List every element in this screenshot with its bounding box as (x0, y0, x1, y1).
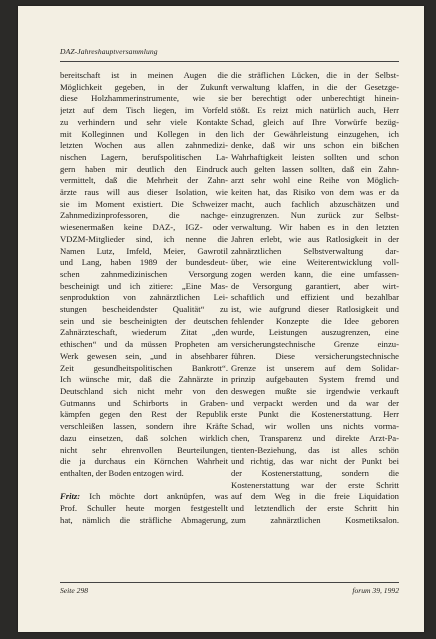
text-line: Kostenerstattung war der erste Schritt (231, 479, 399, 490)
text-line: Jahren erlebt, wie aus Ratlosigkeit in der (231, 233, 399, 244)
text-line: deswegen mußte sie irgendwie verkauft (231, 385, 399, 396)
right-column (231, 70, 399, 526)
text-line: und richtig, das war nicht der Punkt bei (231, 456, 399, 467)
text-line: die sträflichen Lücken, die in der Selbst- (231, 70, 399, 80)
text-line: chen, Transparenz und direkte Arzt-Pa- (231, 432, 399, 443)
footer-rule (60, 582, 399, 583)
paragraph (60, 491, 228, 526)
text-line: schen zahnmedizinischen Versorgung (60, 268, 228, 279)
text-line: Werk gewesen sein, „und in absehbarer (60, 350, 228, 361)
running-head: DAZ-Jahreshauptversammlung (60, 47, 158, 56)
text-line: wiesenermaßen keine DAZ-, IGZ- oder (60, 222, 228, 233)
text-line: stungen bescheidendster Qualität“ zu (60, 304, 228, 315)
text-line: Grenze ist unserem auf dem Solidar- (231, 362, 399, 373)
paragraph (60, 70, 228, 480)
text-line: sie im Moment existiert. Die Schweizer (60, 198, 228, 209)
text-line: wurde, Leistungen auszugrenzen, eine (231, 327, 399, 338)
text-line: Ich wünsche mir, daß die Zahnärzte in (60, 374, 228, 385)
text-line: Wahrhaftigkeit leisten sollten und schon (231, 151, 399, 162)
text-line: Schad, wir wollen uns nichts vorma- (231, 421, 399, 432)
text-line: Deutschland sich nicht mehr von den (60, 385, 228, 396)
text-line: der Kostenerstattung, sondern die (231, 467, 399, 478)
text-line: einzugrenzen. Nun zurück zur Selbst- (231, 210, 399, 221)
text-line: verschleißen lassen, sondern ihre Kräfte (60, 421, 228, 432)
speaker-text: Ich möchte dort anknüpfen, was (80, 491, 228, 502)
text-line: nicht sehr ehrenvollen Beurteilungen, (60, 444, 228, 455)
text-line: denke, daß wir uns schon ein bißchen (231, 140, 399, 151)
issue-label: forum 39, 1992 (352, 586, 399, 595)
text-line: und Lang, haben 1989 der bundesdeut- (60, 257, 228, 268)
document-page (18, 6, 424, 632)
text-line: jetzt auf dem Tisch liegen, im Vorfeld (60, 105, 228, 116)
page-number: Seite 298 (60, 586, 89, 595)
text-line: Zahnmedizinprofessoren, die nachge- (60, 210, 228, 221)
text-line: diese Holzhammerinstrumente, wie sie (60, 93, 228, 104)
text-line: letzten Wochen aus allen zahnmedizi- (60, 140, 228, 151)
text-line: bescheinigt und ich zitiere: „Eine Mas- (60, 280, 228, 291)
text-line: auf dem Weg in die freie Liquidation (231, 491, 399, 502)
text-line: Gutmanns und Schirborts in Graben- (60, 397, 228, 408)
left-column (60, 70, 228, 526)
text-line: Zahnärzteschaft, wiederum Zitat „den (60, 327, 228, 338)
text-line: zum zahnärztlichen Kosmetiksalon. (231, 514, 399, 525)
text-line: versicherungstechnische Grenze einzu- (231, 339, 399, 350)
text-line: hat, nämlich die sträfliche Abmagerung, (60, 514, 228, 525)
text-line: Prof. Schuller heute morgen festgestellt (60, 503, 228, 513)
text-line: mit Kolleginnen und Kollegen in den (60, 128, 228, 139)
text-line: stößt. Es reizt mich natürlich auch, Herr (231, 105, 399, 116)
text-line: Namen Lutz, Imfeld, Meier, Gawrotil (60, 245, 228, 256)
text-line: ist, wie aufgrund dieser Ratlosigkeit und (231, 304, 399, 315)
text-line: fehlender Konzepte die Idee geboren (231, 315, 399, 326)
text-line: macht, auch fachlich abzuschätzen und (231, 198, 399, 209)
text-line: und verpackt werden und da war der (231, 397, 399, 408)
text-line: die ja durchaus ein Körnchen Wahrheit (60, 456, 228, 467)
text-line: nischen Lagern, berufspolitischen La- (60, 151, 228, 162)
speaker-name: Fritz: (60, 491, 81, 502)
text-line (60, 491, 228, 503)
text-line: Schad, gleich auf Ihre Vorwürfe bezüg- (231, 116, 399, 127)
text-line: auch gelten lassen sollten, daß ein Zahn- (231, 163, 399, 174)
text-line: erste Punkt die Kostenerstattung. Herr (231, 409, 399, 420)
text-line: gern haben mir deutlich den Eindruck (60, 163, 228, 174)
text-line: kämpfen gegen den Rest der Republik (60, 409, 228, 420)
text-line: führen. Diese versicherungstechnische (231, 350, 399, 361)
text-line: prinzip aufgebauten System fremd und (231, 374, 399, 385)
text-line: tienten-Beziehung, das ist alles schön (231, 444, 399, 455)
text-line: VDZM-Mitglieder sind, ich nenne die (60, 233, 228, 244)
text-line: Möglichkeit gegeben, in der Zukunft (60, 81, 228, 92)
text-line: zogen werden kann, die eine umfassen- (231, 268, 399, 279)
text-line: bereitschaft ist in meinen Augen die (60, 70, 228, 80)
text-line: zu verhindern und sehr viele Kontakte (60, 116, 228, 127)
text-line: schaftlich und effizient und bezahlbar (231, 292, 399, 303)
text-line: ethischen“ und da müssen Propheten am (60, 339, 228, 350)
text-line: verwaltung. Wir haben es in den letzten (231, 222, 399, 233)
text-line: ärzte raus will aus dieser Isolation, wie (60, 187, 228, 198)
text-line: über, wie eine Weiterentwicklung voll- (231, 257, 399, 268)
text-line: verwaltung klaffen, in die der Gesetzge- (231, 81, 399, 92)
text-line: keiten hat, das Risiko von dem was er da (231, 187, 399, 198)
text-line: zahnärztlichen Selbstverwaltung dar- (231, 245, 399, 256)
text-line: arzt sehr wohl eine Reihe von Möglich- (231, 175, 399, 186)
text-line: lich der Gewährleistung einzugehen, ich (231, 128, 399, 139)
paragraph (231, 70, 399, 526)
text-line: sein und sie bescheinigten der deutschen (60, 315, 228, 326)
header-rule (60, 61, 399, 62)
text-line: senproduktion von zahnärztlichen Lei- (60, 292, 228, 303)
text-line: ber berechtigt oder unberechtigt hinein- (231, 93, 399, 104)
text-line: dazu einsetzen, daß solchen wirklich (60, 432, 228, 443)
text-line: vermittelt, daß die Mehrheit der Zahn- (60, 175, 228, 186)
text-line: Zeit gesundheitspolitischen Bankrott“. (60, 362, 228, 373)
text-line: enthalten, der Boden entzogen wird. (60, 467, 184, 478)
text-line: de Versorgung garantiert, aber wirt- (231, 280, 399, 291)
text-line: und letztendlich der erste Schritt hin (231, 503, 399, 514)
